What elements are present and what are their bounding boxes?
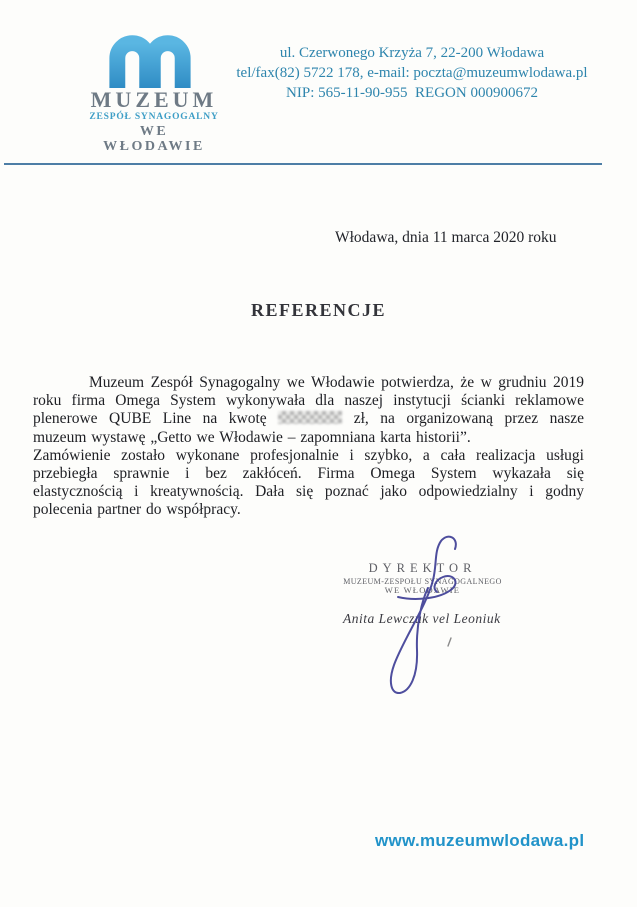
museum-logo-m-icon	[108, 32, 192, 93]
header-divider-line	[4, 163, 602, 165]
website-link[interactable]: www.muzeumwlodawa.pl	[375, 831, 585, 850]
body-line-1: Muzeum Zespół Synagogalny we Włodawie potwierdza, że w grudniu 2019	[89, 374, 584, 391]
contact-block	[217, 43, 607, 103]
signer-name: Anita Lewczuk vel Leoniuk	[343, 611, 501, 626]
body-line-3-after: zł, na organizowaną przez nasze	[353, 410, 585, 428]
body-line-4: muzeum wystawę „Getto we Włodawie – zapomniana karta historii”.	[33, 428, 471, 446]
body-line-2: roku firma Omega System wykonywała dla naszej instytucji ścianki reklamowe	[33, 392, 584, 410]
body-line-7: elastycznością i kreatywnością. Dała się poznać jako odpowiedzialny i godny	[33, 483, 584, 501]
contact-phone-email: tel/fax(82) 5722 178, e-mail: poczta@muzeumwlodawa.pl	[236, 65, 588, 81]
handwritten-signature	[380, 525, 490, 710]
contact-address: ul. Czerwonego Krzyża 7, 22-200 Włodawa	[279, 45, 545, 61]
ink-tick-mark	[448, 638, 451, 646]
stamp-institution: MUZEUM-ZESPOŁU SYNAGOGALNEGO	[343, 577, 502, 586]
body-line-8: polecenia partner do współpracy.	[33, 501, 241, 519]
stamp-city: WE WŁODAWIE	[384, 585, 461, 595]
redacted-amount	[278, 411, 342, 424]
museum-logo-wordmark	[88, 87, 220, 154]
logo-title: MUZEUM	[90, 87, 218, 112]
body-line-3-before: plenerowe QUBE Line na kwotę	[33, 410, 267, 428]
contact-nip-regon: NIP: 565-11-90-955 REGON 000900672	[286, 85, 538, 101]
body-line-5: Zamówienie zostało wykonane profesjonalnie i szybko, a cała realizacja usługi	[33, 446, 584, 464]
stamp-title: DYREKTOR	[368, 561, 477, 575]
body-line-6: przebiegła sprawnie i bez zakłóceń. Firma Omega System wykazała się	[33, 465, 584, 483]
logo-subtitle-1: ZESPÓŁ SYNAGOGALNY	[89, 112, 219, 122]
document-title: REFERENCJE	[250, 300, 386, 320]
letter-body	[33, 374, 584, 520]
logo-subtitle-2: WE WŁODAWIE	[103, 124, 205, 154]
date-line: Włodawa, dnia 11 marca 2020 roku	[335, 229, 557, 246]
body-line-3	[33, 410, 584, 428]
